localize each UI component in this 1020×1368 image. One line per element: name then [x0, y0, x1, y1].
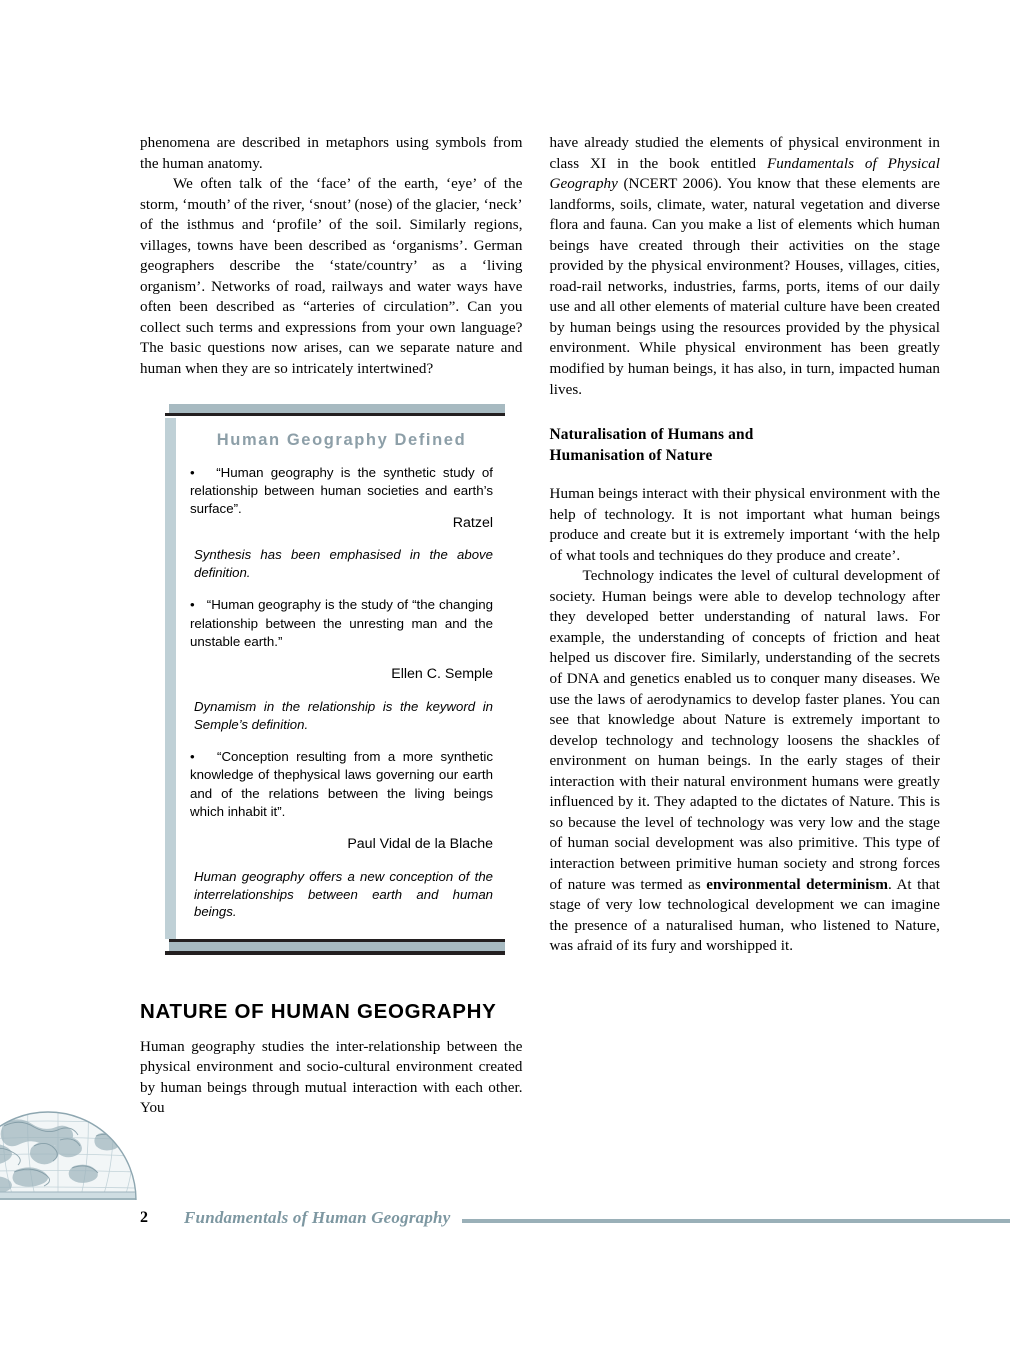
definition-note: Dynamism in the relationship is the keyword in Semple’s definition. [194, 698, 493, 732]
bullet-icon: • [190, 597, 195, 613]
bullet-icon: • [190, 749, 195, 765]
right-column [550, 133, 940, 1119]
two-column-layout [140, 133, 940, 1119]
definition-item [190, 748, 493, 821]
box-bottom-rule-bottom [165, 951, 505, 955]
subsection-heading [550, 424, 940, 466]
box-content [180, 418, 505, 939]
box-top-band [169, 404, 505, 413]
definition-attribution: Paul Vidal de la Blache [347, 835, 493, 852]
page-footer [140, 1208, 1010, 1228]
subsection-heading-line2: Humanisation of Nature [549, 447, 713, 465]
definition-quote: “Conception resulting from a more synthetic knowledge of thephysical laws governing our earth and of the relations between the living beings which inhabit it”. [190, 749, 493, 819]
box-bottom-band [169, 942, 505, 951]
term-environmental-determinism: environmental determinism [706, 876, 888, 893]
subsection-heading-line1: Naturalisation of Humans and [549, 426, 754, 444]
nature-section [140, 1000, 523, 1119]
box-title: Human Geography Defined [216, 430, 467, 449]
definition-item [190, 464, 493, 519]
paragraph-nature: Human geography studies the inter-relationship between the physical environment and socio-cultural environment created by human beings through mutual interaction with each other. You [140, 1038, 523, 1117]
bullet-icon: • [190, 464, 195, 480]
definition-item [190, 596, 493, 651]
paragraph-continued: phenomena are described in metaphors using symbols from the human anatomy. [140, 135, 523, 172]
definition-quote: “Human geography is the synthetic study of relationship between human societies and earth’s surface”. [190, 464, 493, 516]
box-left-band [165, 418, 176, 939]
definition-note: Synthesis has been emphasised in the above definition. [194, 547, 493, 580]
para-technology-part-a: Technology indicates the level of cultural development of society. Human beings were able to develop technology after they developed better understanding of natural laws. For example, the understanding of concepts of friction and heat helped us discover fire. Similarly, understanding of the secrets of DNA and genetics enabled us to conquer many diseases. We use the laws of aerodynamics to develop faster planes. You can see that knowledge about Nature is extremely important to develop technology and technology loosens the shackles of environment on human beings. In the early stages of their interaction with their natural environment humans were greatly influenced by it. They adapted to the dictates of Nature. This is so because the level of technology was very low and the stage of human social development was also primitive. This type of interaction between primitive human society and strong forces of nature was termed as [549, 568, 940, 893]
definition-attribution: Ellen C. Semple [391, 665, 493, 682]
left-column [140, 133, 523, 1119]
paragraph-interaction: Human beings interact with their physical environment with the help of technology. It is not important what human beings produce and create but it is extremely important ‘with the help of what tools and techniques do they produce and create’. [549, 486, 940, 564]
box-inner [165, 418, 505, 939]
paragraph-physical-environment [550, 133, 940, 400]
book-title: Fundamentals of Human Geography [184, 1208, 451, 1227]
para-technology-part-b: . At that stage of very low technological development we can imagine the presence of a naturalised human, who listened to Nature, was afraid of its fury and worshipped it. [549, 876, 940, 955]
definition-attribution: Ratzel [452, 515, 493, 532]
paragraph-technology [550, 566, 940, 956]
paragraph-metaphors: We often talk of the ‘face’ of the earth, ‘eye’ of the storm, ‘mouth’ of the river, ‘snout’ (nose) of the glacier, ‘neck’ of the isthmus and ‘profile’ of the soil. Similarly regions, villages, towns have been described as ‘organisms’. German geographers describe the ‘state/country’ as a ‘living organism’. Networks of road, railways and water ways have often been described as “arteries of circulation”. Can you collect such terms and expressions from your own language? The basic questions now arises, can we separate nature and human when they are so intricately intertwined? [140, 176, 523, 378]
footer-divider [462, 1219, 1010, 1223]
book-title-italic: Fundamentals of Physical Geography [549, 155, 941, 193]
para-physical-part-b: (NCERT 2006). You know that these elements are landforms, soils, climate, water, natural vegetation and diverse flora and fauna. Can you make a list of elements which human beings have created through their activities on the stage provided by the physical environment? Houses, villages, cities, road-rail networks, industries, farms, ports, items of our daily use and all other elements of material culture have been created by human beings using the resources provided by the physical environment. While physical environment has been greatly modified by human beings, it has also, in turn, impacted human lives. [549, 176, 940, 398]
definition-quote: “Human geography is the study of “the changing relationship between the unresting man and the unstable earth.” [190, 597, 493, 649]
definition-note: Human geography offers a new conception of the interrelationships between earth and human beings. [194, 868, 493, 920]
hemisphere-map-graphic [0, 1108, 137, 1200]
para-physical-part-a: have already studied the elements of physical environment in class XI in the book entitled [549, 135, 940, 172]
globe-icon [0, 1108, 137, 1200]
human-geography-defined-box [165, 404, 505, 955]
section-heading: NATURE OF HUMAN GEOGRAPHY [140, 999, 497, 1023]
page-number: 2 [140, 1209, 148, 1226]
